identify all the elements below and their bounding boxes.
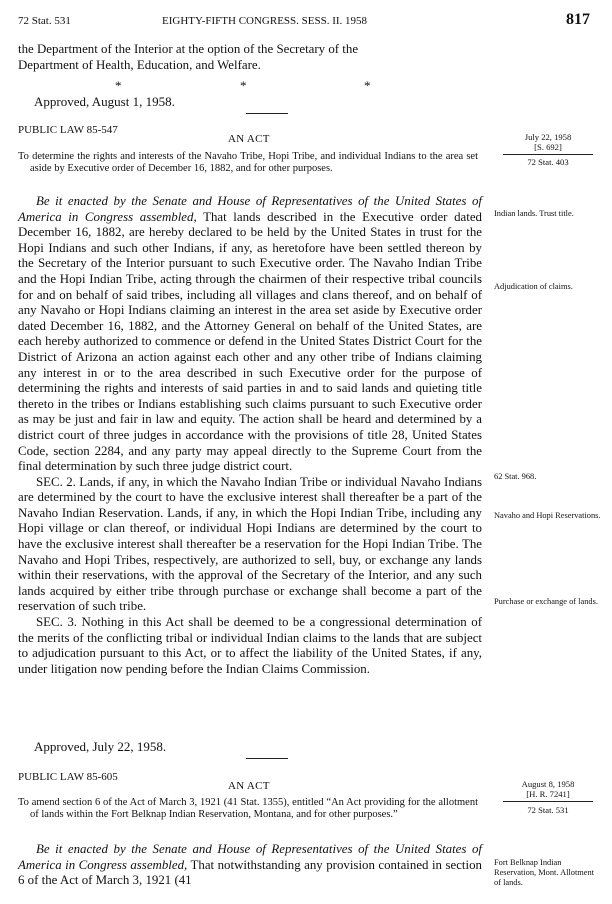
ellipsis-star: * <box>115 78 122 93</box>
act-purpose <box>18 151 478 175</box>
margin-note: Adjudication of claims. <box>494 282 573 291</box>
margin-rule <box>503 154 593 155</box>
act-purpose-text: To determine the rights and interests of the Navaho Tribe, Hopi Tribe, and individual Indians to the area set aside by Executive order of December 16, 1882, and for other purposes. <box>18 151 478 174</box>
enacting-clause: Be it enacted by the Senate and House of Representatives of the United States of America in Congress assembled, <box>18 194 482 224</box>
header-congress-session: EIGHTY-FIFTH CONGRESS. SESS. II. 1958 <box>162 15 368 27</box>
public-law-number: PUBLIC LAW 85-547 <box>18 124 118 136</box>
ellipsis-star: * <box>364 78 371 93</box>
an-act-heading: AN ACT <box>228 780 270 792</box>
margin-note: 62 Stat. 968. <box>494 472 537 481</box>
section-3: SEC. 3. Nothing in this Act shall be deemed to be a congressional determination of the merits of the conflicting tribal or individual Indian claims to the lands that are subject to adjudication pursuant to this Act, or to affect the liability of the United States, if any, under litigation now pending before the Indian Claims Commission. <box>18 615 482 676</box>
intro-approved-line: Approved, August 1, 1958. <box>34 94 175 109</box>
intro-continuation <box>18 42 482 73</box>
margin-date: July 22, 1958 <box>524 132 572 142</box>
approved-line: Approved, July 22, 1958. <box>34 739 167 754</box>
margin-date-box <box>494 779 602 799</box>
margin-note: Purchase or exchange of lands. <box>494 597 598 606</box>
page-number: 817 <box>566 11 590 28</box>
section-2: SEC. 2. Lands, if any, in which the Navaho Indian Tribe or individual Navaho Indians are determined by the court to have the exclusive interest shall thereafter be a part of the Navaho Indian Reservation. Lands, if any, in which the Hopi Indian Tribe, including any Hopi village or clan thereof, or individual Hopi Indians are determined by the court to have the exclusive interest shall thereafter be a reservation for the Hopi Indian Tribe. The Navaho and Hopi Tribes, respectively, are authorized to sell, buy, or exchange any lands within their reservations, with the approval of the Secretary of the Interior, and any such lands acquired by either tribe through purchase or exchange shall become a part of the reservation of such tribe. <box>18 474 482 614</box>
margin-date-box <box>494 132 602 152</box>
section-1 <box>18 842 482 889</box>
margin-note: Fort Belknap Indian Reservation, Mont. Allotment of lands. <box>494 858 595 887</box>
separator-rule <box>246 113 288 114</box>
section-1-text: That notwithstanding any provision contained in section 6 of the Act of March 3, 1921 (41 <box>18 857 482 888</box>
section-1 <box>18 194 482 475</box>
margin-bill-number: [H. R. 7241] <box>526 789 570 799</box>
margin-bill-number: [S. 692] <box>534 142 562 152</box>
act-body <box>18 194 482 677</box>
public-law-number: PUBLIC LAW 85-605 <box>18 771 118 783</box>
margin-stat: 72 Stat. 531 <box>527 805 569 815</box>
margin-date: August 8, 1958 <box>521 779 575 789</box>
intro-line-2: Department of Health, Education, and Welfare. <box>18 57 261 72</box>
intro-line-1: the Department of the Interior at the option of the Secretary of the <box>18 42 359 56</box>
margin-stat: 72 Stat. 403 <box>527 157 569 167</box>
header-stat-citation: 72 Stat. 531 <box>18 15 71 27</box>
act-body <box>18 842 482 889</box>
margin-note: Indian lands. Trust title. <box>494 209 574 218</box>
margin-rule <box>503 801 593 802</box>
ellipsis-star: * <box>240 78 247 93</box>
act-purpose-text: To amend section 6 of the Act of March 3, 1921 (41 Stat. 1355), entitled “An Act providing for the allotment of lands within the Fort Belknap Indian Reservation, Montana, and for other purposes.” <box>18 797 478 820</box>
separator-rule <box>246 758 288 759</box>
section-1-text: That lands described in the Executive order dated December 16, 1882, are hereby declared to be held by the United States in trust for the Hopi Indians and such other Indians, if any, as heretofore have been settled thereon by the Secretary of the Interior pursuant to such Executive order. The Navaho Indian Tribe and the Hopi Indian Tribe, acting through the chairmen of their respective tribal councils for and on behalf of said tribes, including all villages and clans thereof, and on behalf of any Navaho or Hopi Indians claiming an interest in the area set aside by Executive order dated December 16, 1882, and the Attorney General on behalf of the United States, are each hereby authorized to commence or defend in the United States District Court for the District of Arizona an action against each other and any other tribe of Indians claiming any interest in or to the area described in such Executive order for the purpose of determining the rights and interests of said parties in and to said lands and quieting title thereto in the tribes or Indians establishing such claims pursuant to such Executive order as may be just and fair in law and equity. The action shall be heard and determined by a district court of three judges in accordance with the provisions of title 28, United States Code, section 2284, and any party may appeal directly to the Supreme Court from the final determination by such three judge district court. <box>18 209 482 474</box>
an-act-heading: AN ACT <box>228 133 270 145</box>
enacting-clause: Be it enacted by the Senate and House of Representatives of the United States of America in Congress assembled, <box>18 842 482 872</box>
act-purpose <box>18 797 478 821</box>
margin-note: Navaho and Hopi Reservations. <box>494 511 601 520</box>
